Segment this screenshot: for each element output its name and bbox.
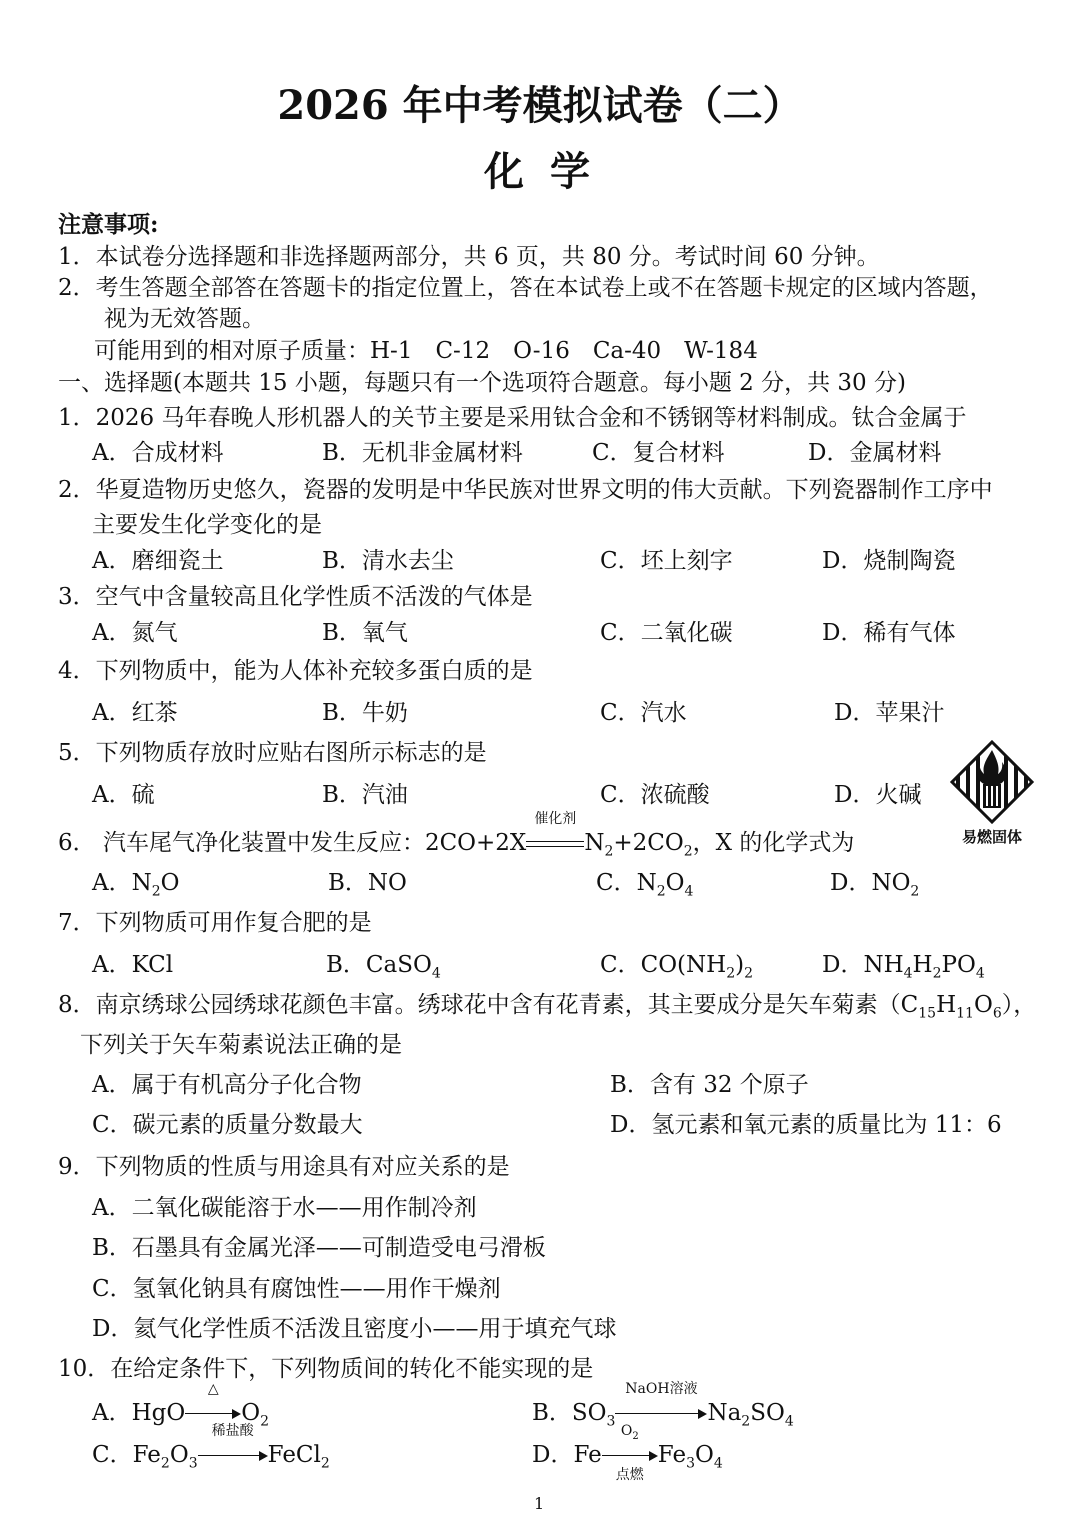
q5-option-a: A．硫: [92, 782, 155, 808]
q5-stem: 5．下列物质存放时应贴右图所示标志的是: [58, 740, 487, 766]
q6-c-mid: O: [665, 870, 685, 896]
q3-option-b: B．氧气: [322, 620, 408, 646]
q10-b-post: Na: [707, 1400, 742, 1426]
page-number: 1: [534, 1494, 545, 1513]
q8-stem-post: ），: [1001, 992, 1037, 1018]
q10-d-sub: 3: [686, 1455, 695, 1472]
q2-option-c: C．坯上刻字: [600, 548, 733, 574]
q10-d-pre: D．Fe: [532, 1442, 602, 1468]
subject-title: 化 学: [484, 148, 596, 195]
q6-catalyst: 催化剂: [534, 811, 577, 827]
q4-option-b: B．牛奶: [322, 700, 408, 726]
q10-b-sub2: 2: [741, 1413, 751, 1430]
q2-stem-cont: 主要发生化学变化的是: [92, 512, 322, 538]
q10-option-b: [532, 1381, 794, 1437]
q6-prod-sub-2: 2: [683, 843, 693, 860]
q10-a-pre: A．HgO: [92, 1400, 186, 1426]
q6-c-sub2: 4: [684, 883, 694, 900]
q6-stem: [58, 811, 855, 867]
q3-option-c: C．二氧化碳: [600, 620, 733, 646]
q9-option-b: B．石墨具有金属光泽——可制造受电弓滑板: [92, 1235, 546, 1261]
q10-stem: 10．在给定条件下，下列物质间的转化不能实现的是: [58, 1356, 594, 1382]
q1-option-d: D．金属材料: [808, 440, 942, 466]
q10-a-post: O: [241, 1400, 261, 1426]
q7-d-sub2: 2: [932, 965, 942, 982]
q1-option-b: B．无机非金属材料: [322, 440, 523, 466]
q8-option-d: D．氢元素和氧元素的质量比为 11：6: [610, 1112, 1002, 1138]
q5-option-c: C．浓硫酸: [600, 782, 710, 808]
q9-option-a: A．二氧化碳能溶于水——用作制冷剂: [92, 1195, 477, 1221]
q10-b-cond: NaOH溶液: [625, 1381, 698, 1397]
q2-option-a: A．磨细瓷土: [92, 548, 224, 574]
notice-item-2: 2．考生答题全部答在答题卡的指定位置上，答在本试卷上或不在答题卡规定的区域内答题，: [58, 275, 993, 301]
q10-c-sub: 2: [160, 1455, 170, 1472]
q4-stem: 4．下列物质中，能为人体补充较多蛋白质的是: [58, 658, 533, 684]
q7-stem: 7．下列物质可用作复合肥的是: [58, 910, 372, 936]
q5-option-b: B．汽油: [322, 782, 408, 808]
q10-c-sub2: 3: [188, 1455, 198, 1472]
q7-d-mid2: PO: [941, 952, 976, 978]
q10-d-post: Fe: [657, 1442, 687, 1468]
atomic-masses: 可能用到的相对原子质量：H-1 C-12 O-16 Ca-40 W-184: [94, 338, 758, 364]
q6-c-pre: C．N: [596, 870, 657, 896]
q10-c-arrow: [198, 1423, 268, 1470]
sign-label: 易燃固体: [961, 828, 1022, 846]
q8-option-a: A．属于有机高分子化合物: [92, 1072, 362, 1098]
q6-a-sub: 2: [151, 883, 161, 900]
q8-stem: [58, 990, 1036, 1029]
q2-option-b: B．清水去尘: [322, 548, 454, 574]
flammable-solid-icon: [946, 740, 1038, 824]
q4-option-d: D．苹果汁: [834, 700, 945, 726]
q4-option-a: A．红茶: [92, 700, 178, 726]
q8-sub-11: 11: [956, 1005, 974, 1022]
section-heading: 一、选择题(本题共 15 小题，每题只有一个选项符合题意。每小题 2 分，共 30 分): [58, 370, 906, 396]
q2-stem: 2．华夏造物历史悠久，瓷器的发明是中华民族对世界文明的伟大贡献。下列瓷器制作工序中: [58, 477, 993, 503]
q6-reaction-arrow: [526, 811, 584, 858]
q10-d-arrow: [602, 1423, 658, 1483]
q10-b-sub: 3: [606, 1413, 616, 1430]
q8-sub-6: 6: [992, 1005, 1002, 1022]
q6-a-post: O: [160, 870, 180, 896]
q6-option-b: B．NO: [328, 870, 407, 896]
q6-option-d: [830, 868, 919, 907]
q6-option-a: [92, 868, 180, 907]
q8-stem-pre: 8．南京绣球公园绣球花颜色丰富。绣球花中含有花青素，其主要成分是矢车菊素（C: [58, 992, 919, 1018]
notice-heading: 注意事项:: [58, 211, 159, 238]
q10-option-d: [532, 1423, 723, 1483]
q10-d-cond-top: [602, 1424, 658, 1444]
q10-a-cond: △: [207, 1381, 219, 1397]
q7-option-c: [600, 950, 753, 989]
q7-b-pre: B．CaSO: [326, 952, 432, 978]
q6-prod-rest: +2CO: [613, 830, 684, 856]
exam-title: 2026 年中考模拟试卷（二）: [277, 82, 803, 129]
q9-option-c: C．氢氧化钠具有腐蚀性——用作干燥剂: [92, 1276, 501, 1302]
q7-d-mid: H: [912, 952, 933, 978]
q10-a-sub: 2: [260, 1413, 270, 1430]
q10-c-pre: C．Fe: [92, 1442, 161, 1468]
q1-stem: 1．2026 马年春晚人形机器人的关节主要是采用钛合金和不锈钢等材料制成。钛合金属于: [58, 405, 967, 431]
q3-option-a: A．氮气: [92, 620, 178, 646]
q10-d-mid: O: [695, 1442, 714, 1468]
q6-prod-n: N: [584, 830, 605, 856]
q10-d-cond-o: O: [620, 1423, 633, 1439]
q7-option-d: [822, 950, 985, 989]
q7-d-sub1: 4: [903, 965, 913, 982]
q10-b-pre: B．SO: [532, 1400, 607, 1426]
q9-option-d: D．氦气化学性质不活泼且密度小——用于填充气球: [92, 1316, 617, 1342]
q10-b-post2: SO: [750, 1400, 785, 1426]
q7-c-sub2: 2: [744, 965, 754, 982]
q1-option-c: C．复合材料: [592, 440, 725, 466]
q10-d-sub2: 4: [713, 1455, 723, 1472]
flammable-solid-sign: [946, 740, 1038, 844]
q8-h: H: [936, 992, 957, 1018]
q10-d-cond-bot: 点燃: [615, 1467, 644, 1483]
q8-o: O: [973, 992, 993, 1018]
q6-a-pre: A．N: [92, 870, 152, 896]
q6-prod-sub: 2: [604, 843, 614, 860]
q10-c-mid: O: [169, 1442, 189, 1468]
notice-item-2-cont: 视为无效答题。: [104, 306, 265, 332]
q5-option-d: D．火碱: [834, 782, 922, 808]
q10-option-c: [92, 1423, 330, 1479]
q6-option-c: [596, 868, 693, 907]
q7-c-mid: ): [735, 952, 745, 978]
q6-c-sub1: 2: [656, 883, 666, 900]
q10-b-sub3: 4: [784, 1413, 794, 1430]
q6-stem-pre: 6． 汽车尾气净化装置中发生反应：2CO+2X: [58, 830, 527, 856]
q9-stem: 9．下列物质的性质与用途具有对应关系的是: [58, 1154, 510, 1180]
q7-c-pre: C．CO(NH: [600, 952, 727, 978]
q7-d-sub3: 4: [975, 965, 985, 982]
notice-item-1: 1．本试卷分选择题和非选择题两部分，共 6 页，共 80 分。考试时间 60 分钟。: [58, 244, 880, 270]
q7-b-sub: 4: [431, 965, 441, 982]
q3-option-d: D．稀有气体: [822, 620, 956, 646]
q10-c-cond: 稀盐酸: [211, 1423, 254, 1439]
q7-option-a: A．KCl: [92, 952, 174, 978]
q6-stem-tail: ，X 的化学式为: [692, 830, 855, 856]
q7-option-b: [326, 950, 441, 989]
q4-option-c: C．汽水: [600, 700, 687, 726]
q8-sub-15: 15: [918, 1005, 937, 1022]
q7-d-pre: D．NH: [822, 952, 904, 978]
q8-option-b: B．含有 32 个原子: [610, 1072, 809, 1098]
q2-option-d: D．烧制陶瓷: [822, 548, 956, 574]
q10-c-post: FeCl: [267, 1442, 321, 1468]
q1-option-a: A．合成材料: [92, 440, 224, 466]
q6-d-pre: D．NO: [830, 870, 911, 896]
q8-option-c: C．碳元素的质量分数最大: [92, 1112, 363, 1138]
q10-c-sub3: 2: [320, 1455, 330, 1472]
q3-stem: 3．空气中含量较高且化学性质不活泼的气体是: [58, 584, 533, 610]
q10-d-cond-sub: 2: [632, 1430, 639, 1442]
q8-stem-cont: 下列关于矢车菊素说法正确的是: [80, 1032, 402, 1058]
q7-c-sub: 2: [726, 965, 736, 982]
q6-d-sub: 2: [910, 883, 920, 900]
